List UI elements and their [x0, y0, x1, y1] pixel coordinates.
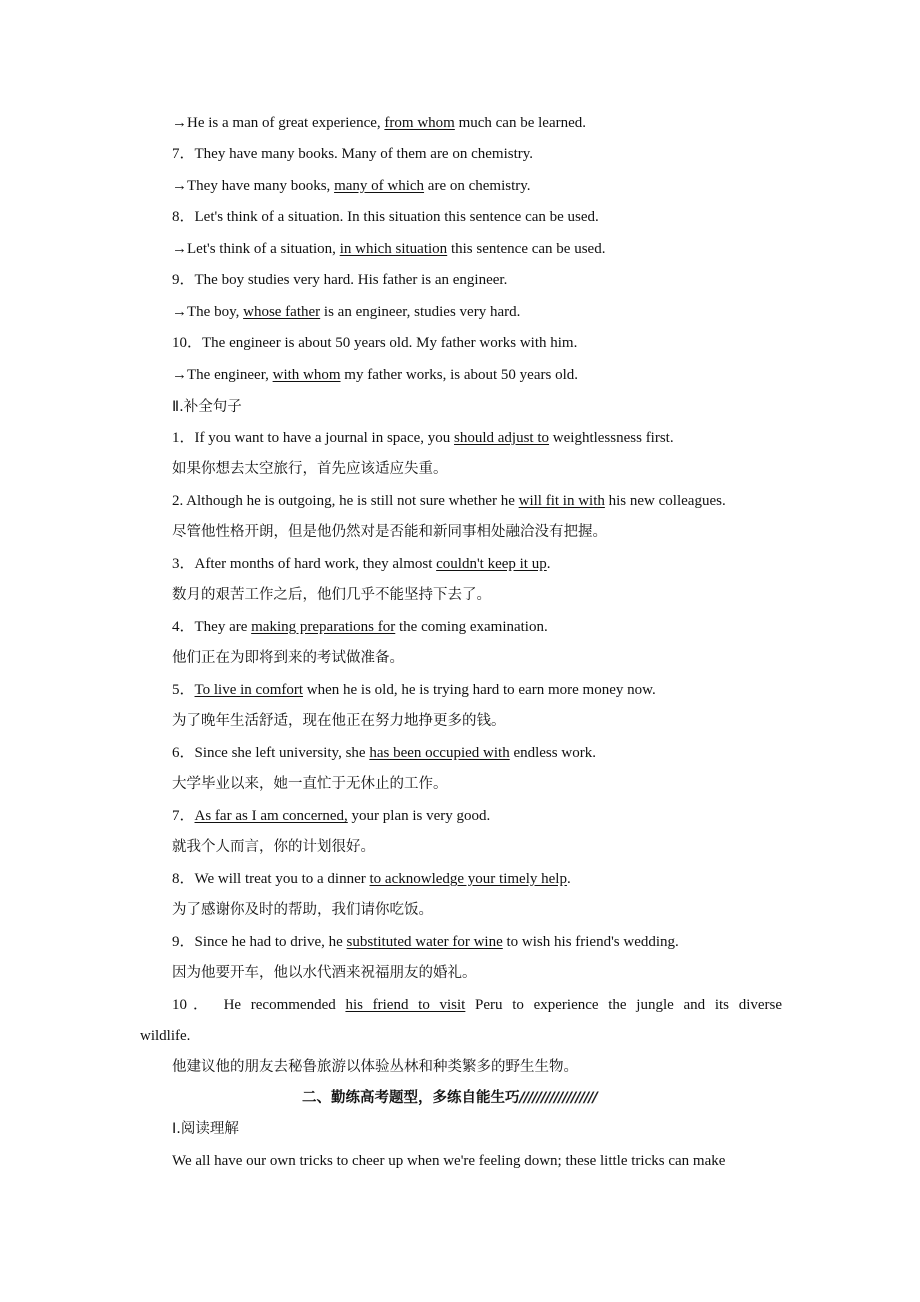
question-8: 8．Let's think of a situation. In this situation this sentence can be used.: [172, 209, 599, 225]
translation-7: 就我个人而言，你的计划很好。: [172, 839, 375, 855]
answer-blank: from whom: [384, 115, 455, 131]
question-7: 7．They have many books. Many of them are on chemistry.: [172, 146, 534, 162]
hatch-decoration: //////////////////: [519, 1090, 597, 1106]
reading-passage-first-line: We all have our own tricks to cheer up when we're feeling down; these little tricks can make: [172, 1153, 726, 1169]
translation-8: 为了感谢你及时的帮助，我们请你吃饭。: [172, 902, 433, 918]
translation-1: 如果你想去太空旅行，首先应该适应失重。: [172, 461, 448, 477]
section-heading-reading: Ⅰ.阅读理解: [172, 1121, 239, 1137]
completion-1: 1．If you want to have a journal in space, you should adjust to weightlessness first.: [172, 430, 674, 446]
answer-blank: whose father: [243, 304, 321, 320]
translation-5: 为了晚年生活舒适，现在他正在努力地挣更多的钱。: [172, 713, 506, 729]
completion-4: 4．They are making preparations for the coming examination.: [172, 619, 548, 635]
translation-2: 尽管他性格开朗，但是他仍然对是否能和新同事相处融洽没有把握。: [172, 524, 607, 540]
answer-blank: making preparations for: [251, 619, 396, 635]
answer-blank: in which situation: [339, 241, 448, 257]
rewrite-line-10: →The engineer, with whom my father works, is about 50 years old.: [172, 367, 578, 383]
section-heading-practice: 二、勤练高考题型，多练自能生巧//////////////////: [302, 1090, 597, 1106]
rewrite-line-6: →He is a man of great experience, from whom much can be learned.: [172, 115, 587, 131]
rewrite-line-8: →Let's think of a situation, in which situation this sentence can be used.: [172, 241, 606, 257]
answer-blank: with whom: [272, 367, 341, 383]
question-9: 9．The boy studies very hard. His father is an engineer.: [172, 272, 508, 288]
rewrite-line-9: →The boy, whose father is an engineer, studies very hard.: [172, 304, 521, 320]
question-10: 10．The engineer is about 50 years old. My father works with him.: [172, 335, 578, 351]
section-heading-complete-sentences: Ⅱ.补全句子: [172, 399, 242, 415]
answer-blank: has been occupied with: [369, 745, 510, 761]
answer-blank: should adjust to: [454, 430, 550, 446]
translation-6: 大学毕业以来，她一直忙于无休止的工作。: [172, 776, 448, 792]
translation-3: 数月的艰苦工作之后，他们几乎不能坚持下去了。: [172, 587, 491, 603]
completion-3: 3．After months of hard work, they almost couldn't keep it up.: [172, 556, 551, 572]
completion-5: 5．To live in comfort when he is old, he is trying hard to earn more money now.: [172, 682, 656, 698]
translation-4: 他们正在为即将到来的考试做准备。: [172, 650, 404, 666]
answer-blank: many of which: [334, 178, 425, 194]
answer-blank: To live in comfort: [194, 682, 304, 698]
completion-8: 8．We will treat you to a dinner to acknowledge your timely help.: [172, 871, 571, 887]
completion-10: 10． He recommended his friend to visit Peru to experience the jungle and its diverse: [172, 997, 783, 1013]
completion-6: 6．Since she left university, she has been occupied with endless work.: [172, 745, 596, 761]
completion-7: 7．As far as I am concerned, your plan is very good.: [172, 808, 491, 824]
completion-9: 9．Since he had to drive, he substituted water for wine to wish his friend's wedding.: [172, 934, 679, 950]
answer-blank: substituted water for wine: [346, 934, 503, 950]
completion-2: 2. Although he is outgoing, he is still not sure whether he will fit in with his new colleagues.: [172, 493, 726, 509]
answer-blank: to acknowledge your timely help: [369, 871, 567, 887]
translation-9: 因为他要开车，他以水代酒来祝福朋友的婚礼。: [172, 965, 477, 981]
answer-blank: will fit in with: [518, 493, 605, 509]
translation-10: 他建议他的朋友去秘鲁旅游以体验丛林和种类繁多的野生生物。: [172, 1059, 578, 1075]
completion-10-continued: wildlife.: [140, 1028, 191, 1044]
answer-blank: his friend to visit: [345, 997, 466, 1013]
rewrite-line-7: →They have many books, many of which are on chemistry.: [172, 178, 531, 194]
answer-blank: couldn't keep it up: [436, 556, 547, 572]
answer-blank: As far as I am concerned,: [194, 808, 348, 824]
